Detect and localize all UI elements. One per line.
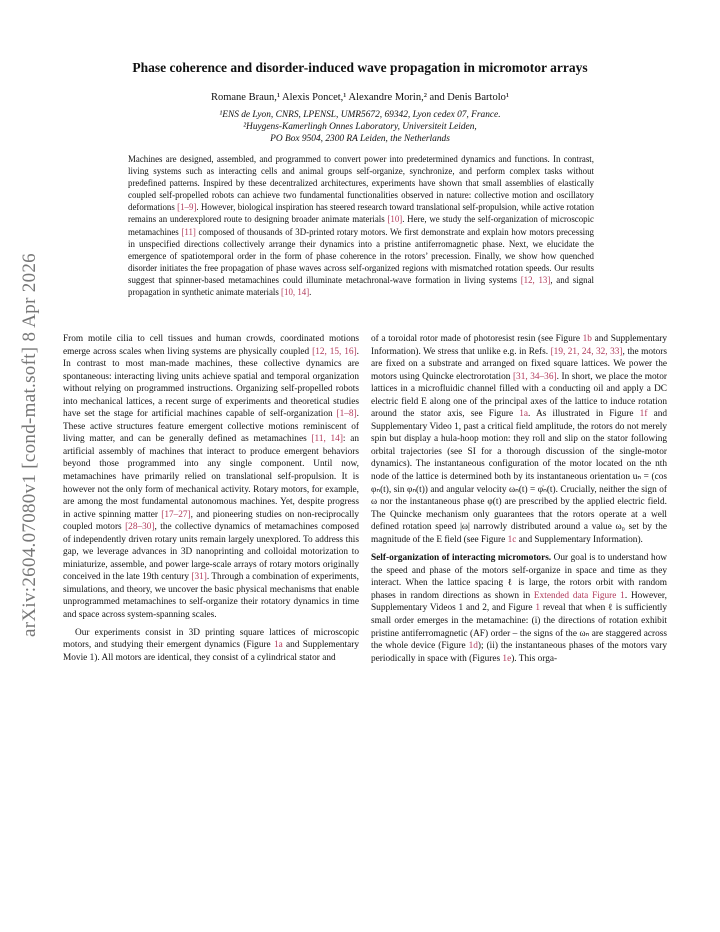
affiliation-2: ²Huygens-Kamerlingh Onnes Laboratory, Universiteit Leiden,: [243, 122, 477, 132]
section-paragraph: [371, 552, 667, 665]
left-column: [63, 333, 359, 664]
citation-link[interactable]: [12, 13]: [520, 274, 551, 285]
citation-link[interactable]: [31, 34–36]: [512, 371, 557, 382]
citation-link[interactable]: [10, 14]: [281, 287, 310, 298]
citation-link[interactable]: 1b: [582, 334, 592, 344]
citation-link[interactable]: 1e: [502, 653, 512, 664]
arxiv-sidebar: [10, 230, 50, 660]
right-column: [371, 333, 667, 665]
citation-link[interactable]: [17–27]: [161, 509, 191, 520]
citation-link[interactable]: 1: [535, 603, 540, 614]
citation-link[interactable]: [12, 15, 16]: [312, 346, 357, 357]
citation-link[interactable]: [11]: [181, 226, 196, 237]
arxiv-identifier: arXiv:2604.07080v1 [cond-mat.soft] 8 Apr 2026: [19, 253, 40, 637]
section-heading: Self-organization of interacting micromotors.: [371, 553, 552, 564]
abstract-text: Machines are designed, assembled, and programmed to convert power into predetermined dynamics and functions. In contrast, living systems such as interacting cells and animal groups self-organize, synchronize, and perform complex tasks without predefined patterns. Inspired by these decentralized architectures, experiments have shown that small assemblies of elastically coupled self-propelled robots can achieve two fundamental functionalities observed in nature: collective motion and oscillatory deformations [1–9]. However, biological inspiration has steered research toward translational self-propulsion, while active rotation remains an underexplored route to designing broader animate materials [10]. Here, we study the self-organization of microscopic metamachines [11] composed of thousands of 3D-printed rotary motors. We first demonstrate and explain how motors precessing in unspecified directions collectively arrange their dynamics into a pristine antiferromagnetic phase. Next, we elucidate the emergence of spatiotemporal order in the form of phase coherence in the rotors’ precession. Finally, we show how quenched disorder initiates the free propagation of phase waves across self-organized regions with mismatched rotation speeds. Our results suggest that spinner-based metamachines could illuminate metachronal-wave formation in living systems [12, 13], and signal propagation in synthetic animate materials [10, 14].: [128, 154, 595, 298]
intro-paragraph-1: From motile cilia to cell tissues and human crowds, coordinated motions emerge across scales when living systems are physically coupled [12, 15, 16]. In contrast to most man-made machines, these collective dynamics are spontaneous: interacting living units achieve spatial and temporal organization without relying on programmed instructions. Organizing self-propelled robots into mechanical lattices, a recent surge of experiments and theoretical studies have set the stage for artificial machines capable of self-organization [1–8]. These active structures feature emergent collective motions reminiscent of living matter, and can be generally defined as metamachines [11, 14]: an artificial assembly of machines that interact to produce emergent behaviors beyond those programmed into any single component. Until now, metamachines have primarily relied on translational self-propulsion. It is however not the only form of mechanical activity. Rotary motors, for example, are among the most fundamental autonomous machines. Yet, despite progress in active spinning matter [17–27], and pioneering studies on non-reciprocally coupled motors [28–30], the collective dynamics of metamachines composed of independently driven rotary units remain largely unexplored. To address this gap, we leverage advances in 3D nanoprinting and colloidal motorization to miniaturize, assemble, and power large-scale arrays of rotary motors originally conceived in the late 19th century [31]. Through a combination of experiments, simulations, and theory, we uncover the basic physical mechanisms that enable unprogrammed metamachines to self-organize their rotatory dynamics in time and space across system-spanning scales.: [63, 334, 360, 621]
citation-link[interactable]: Extended data Figure 1: [533, 590, 625, 601]
method-paragraph: of a toroidal rotor made of photoresist resin (see Figure 1b and Supplementary Information). We stress that unlike e.g. in Refs. [19, 21, 24, 32, 33], the motors are fixed on a substrate and arranged on fixed square lattices. We power the motors using Quincke electrorotation [31, 34–36]. In short, we place the motor lattices in a microfluidic channel filled with a conducting oil and apply a DC electric field E along one of the principal axes of the lattice to induce rotation around the stator axis, see Figure 1a. As illustrated in Figure 1f and Supplementary Video 1, past a critical field amplitude, the rotors do not merely spin but display a hula-hoop motion: they roll and slip on the stator following orbital trajectories (see SI for a thorough discussion of the single-motor dynamics). The instantaneous configuration of the motor located on the nth node of the lattice is determined both by its instantaneous orientation uₙ = (cos φₙ(t), sin φₙ(t)) and angular velocity ωₙ(t) = φ̇ₙ(t). Crucially, neither the sign of ω nor the instantaneous phase φ(t) are prescribed by the applied electric field. The Quincke mechanism only guarantees that the rotors operate at a well defined rotation speed |ω| narrowly distributed around a value ω₀ set by the magnitude of the E field (see Figure 1c and Supplementary Information).: [371, 334, 668, 545]
citation-link[interactable]: 1a: [273, 640, 283, 651]
citation-link[interactable]: 1f: [639, 409, 648, 420]
section-body: Our goal is to understand how the speed and phase of the motors self-organize in space and time as they interact. When the lattice spacing ℓ is large, the rotors orbit with random phases in random directions as shown in Extended data Figure 1. However, Supplementary Videos 1 and 2, and Figure 1 reveal that when ℓ is sufficiently small order emerges in the metamachine: (i) the directions of rotation exhibit pristine antiferromagnetic (AF) order – the signs of the ωₙ are staggered across the whole device (Figure 1d); (ii) the instantaneous phases of the motors vary periodically in space with (Figures 1e). This orga-: [371, 553, 667, 664]
citation-link[interactable]: [10]: [387, 214, 403, 225]
paper-title: Phase coherence and disorder-induced wave propagation in micromotor arrays: [132, 60, 588, 75]
citation-link[interactable]: [19, 21, 24, 32, 33]: [550, 346, 623, 357]
citation-link[interactable]: 1a: [519, 409, 529, 420]
citation-link[interactable]: [1–9]: [177, 202, 197, 213]
citation-link[interactable]: [11, 14]: [311, 434, 343, 445]
citation-link[interactable]: 1c: [507, 534, 517, 545]
citation-link[interactable]: [1–8]: [336, 409, 357, 420]
author-list: Romane Braun,¹ Alexis Poncet,¹ Alexandre Morin,² and Denis Bartolo¹: [210, 92, 510, 103]
affiliation-2-address: PO Box 9504, 2300 RA Leiden, the Netherlands: [270, 134, 450, 144]
citation-link[interactable]: [28–30]: [125, 522, 155, 533]
citation-link[interactable]: [31]: [191, 572, 207, 583]
citation-link[interactable]: 1d: [468, 641, 478, 652]
abstract: [128, 153, 594, 298]
intro-paragraph-2: Our experiments consist in 3D printing square lattices of microscopic motors, and studying their emergent dynamics (Figure 1a and Supplementary Movie 1). All motors are identical, they consist of a cylindrical stator and: [63, 627, 360, 663]
affiliation-1: ¹ENS de Lyon, CNRS, LPENSL, UMR5672, 69342, Lyon cedex 07, France.: [219, 110, 501, 120]
